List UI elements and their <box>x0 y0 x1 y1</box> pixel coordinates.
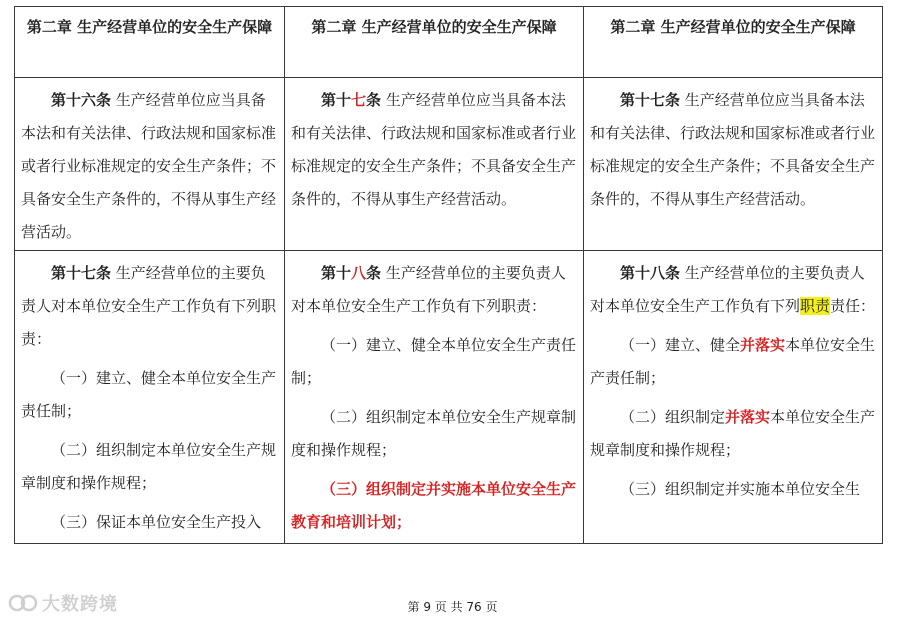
list-item: （三）组织制定并实施本单位安全生 <box>620 480 861 498</box>
row2-col1 <box>15 251 285 544</box>
row2-col3: 第十八条 生产经营单位的主要负责人对本单位安全生产工作负有下列职责责任： （一）建立、健全并落实本单位安全生产责任制； （二）组织制定并落实本单位安全生产规章制度和操作规程； （三）组织制定并实施本单位安全生 <box>584 251 883 544</box>
article-number: 第十七条 <box>620 91 681 109</box>
list-item: （二）组织制定本单位安全生产规章制度和操作规程； <box>21 441 277 492</box>
article-number: 第十八条 <box>620 264 681 282</box>
comparison-table <box>14 6 883 544</box>
added-text: 并落实 <box>725 408 771 426</box>
page-number: 第 9 页 共 76 页 <box>407 600 498 614</box>
header-col1: 第二章 生产经营单位的安全生产保障 <box>15 7 285 78</box>
article-number: 第十七条 <box>321 91 382 109</box>
changed-number: 七 <box>351 91 367 109</box>
article-number: 第十六条 <box>51 91 112 109</box>
article-text: 生产经营单位应当具备本法和有关法律、行政法规和国家标准或者行业标准规定的安全生产条件；不具备安全生产条件的，不得从事生产经营活动。 <box>21 91 277 241</box>
row1-col1 <box>15 78 285 251</box>
article-text: 生产经营单位的主要负责人对本单位安全生产工作负有下列职责： <box>291 264 566 315</box>
header-row <box>15 7 883 78</box>
article-text: 生产经营单位应当具备本法和有关法律、行政法规和国家标准或者行业标准规定的安全生产条件；不具备安全生产条件的，不得从事生产经营活动。 <box>291 91 577 208</box>
list-item: （二）组织制定并落实本单位安全生产规章制度和操作规程； <box>590 408 876 459</box>
article-text: 生产经营单位应当具备本法和有关法律、行政法规和国家标准或者行业标准规定的安全生产条件；不具备安全生产条件的，不得从事生产经营活动。 <box>590 91 876 208</box>
header-col3: 第二章 生产经营单位的安全生产保障 <box>584 7 883 78</box>
table-row <box>15 251 883 544</box>
article-text: 生产经营单位的主要负责人对本单位安全生产工作负有下列职责： <box>21 264 277 348</box>
list-item: （一）建立、健全并落实本单位安全生产责任制； <box>590 336 876 387</box>
row2-col2 <box>285 251 584 544</box>
added-text: 并落实 <box>740 336 786 354</box>
list-item: （二）组织制定本单位安全生产规章制度和操作规程； <box>291 408 577 459</box>
list-item: （一）建立、健全本单位安全生产责任制； <box>21 369 277 420</box>
row1-col2 <box>285 78 584 251</box>
highlight: 职责 <box>800 297 831 315</box>
list-item-new: （三）组织制定并实施本单位安全生产教育和培训计划； <box>291 480 577 531</box>
article-number: 第十七条 <box>51 264 112 282</box>
article-number: 第十八条 <box>321 264 382 282</box>
watermark-text: 大数跨境 <box>42 594 118 615</box>
row1-col3 <box>584 78 883 251</box>
list-item: （一）建立、健全本单位安全生产责任制； <box>291 336 577 387</box>
list-item: （三）保证本单位安全生产投入 <box>51 513 262 531</box>
table-row <box>15 78 883 251</box>
changed-number: 八 <box>351 264 367 282</box>
header-col2: 第二章 生产经营单位的安全生产保障 <box>285 7 584 78</box>
